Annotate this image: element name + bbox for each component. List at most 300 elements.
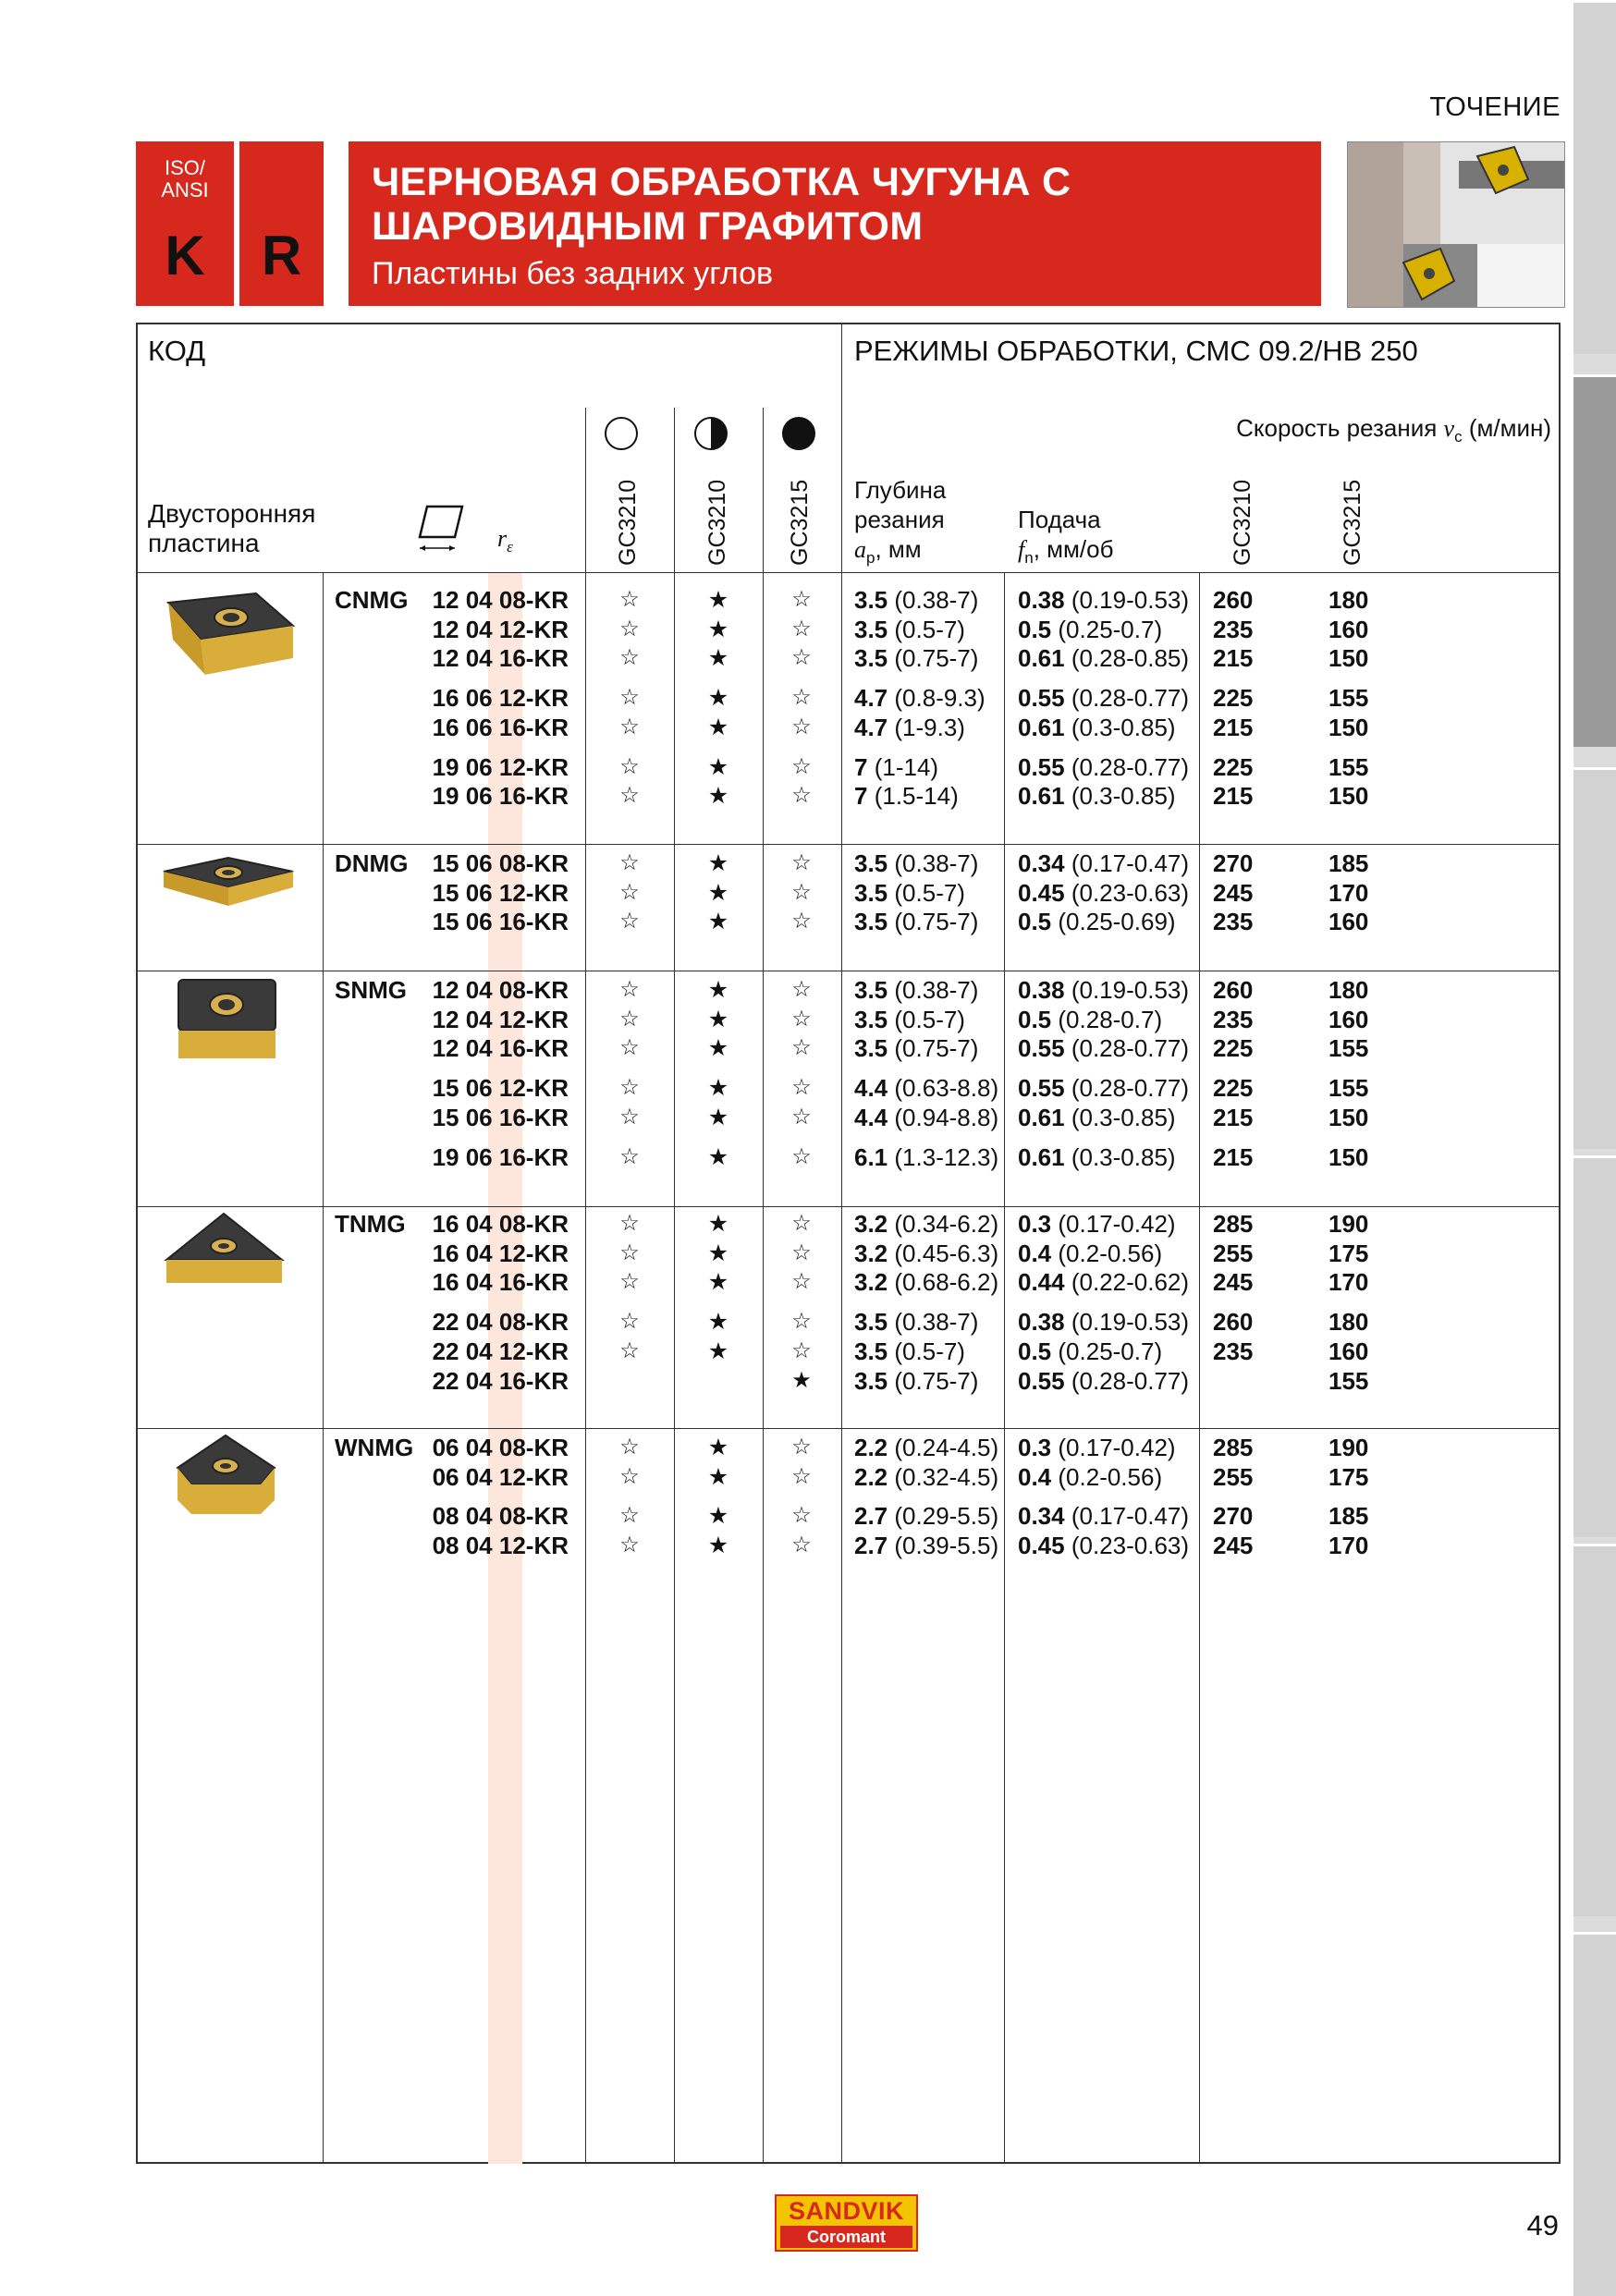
depth-value: 3.5 [854,644,888,673]
grade-mark-3: ☆ [791,645,812,671]
depth-value: 3.2 [854,1268,888,1297]
grade-half-circle-icon [694,417,728,450]
insert-designation [433,1239,569,1268]
depth-value: 3.5 [854,615,888,643]
corner-radius: 12 [498,1462,526,1491]
page-title-line-2: ШАРОВИДНЫМ ГРАФИТОМ [372,204,924,249]
depth-of-cut [854,713,965,742]
grade-mark-2: ★ [707,685,729,712]
chipbreaker: -KR [525,1308,569,1337]
depth-value: 3.5 [854,1308,888,1337]
depth-value: 2.7 [854,1502,888,1531]
radius-symbol-sub: ε [507,538,513,556]
feed-value: 0.4 [1018,1239,1052,1267]
insert-type-line-2: пластина [148,529,260,557]
depth-range: (0.29-5.5) [894,1502,999,1531]
cutting-speed-1: 245 [1213,1268,1254,1297]
feed-value: 0.38 [1018,976,1065,1004]
cutting-speed-2: 150 [1328,1142,1369,1171]
insert-size: 19 06 [432,752,499,781]
feed-range: (0.28-0.77) [1071,1074,1190,1103]
chipbreaker: -KR [525,1239,569,1267]
depth-header-line-3 [854,534,946,573]
corner-radius: 16 [498,1142,526,1171]
corner-radius: 08 [498,1502,526,1531]
chipbreaker: -KR [525,976,569,1004]
sandvik-coromant-logo [775,2194,918,2252]
corner-radius: 12 [498,1074,526,1103]
cutting-speed-1: 285 [1213,1210,1254,1238]
insert-family: WNMG [335,1434,414,1461]
corner-radius: 12 [498,1532,526,1560]
depth-value: 4.7 [854,713,888,741]
chipbreaker: -KR [525,713,569,741]
feed-range: (0.17-0.47) [1071,1502,1190,1531]
grade-mark-2: ★ [707,1533,729,1559]
table-row [0,781,1572,811]
grade-mark-3: ☆ [791,909,812,934]
table-row [0,1142,1572,1172]
cutting-speed-1: 215 [1213,1103,1254,1131]
cutting-speed-1: 255 [1213,1462,1254,1491]
depth-value: 3.5 [854,586,888,614]
radius-symbol [497,525,513,556]
feed-range: (0.28-0.77) [1071,1366,1190,1395]
table-row [0,1103,1572,1132]
cutting-speed-2: 185 [1328,1502,1369,1531]
cutting-speed-2: 155 [1328,1366,1369,1395]
depth-of-cut [854,1337,965,1366]
insert-size: 16 04 [432,1239,499,1267]
feed-symbol-sub: n [1024,549,1034,568]
cutting-speed-1: 215 [1213,1142,1254,1171]
insert-size: 15 06 [432,1074,499,1103]
depth-of-cut [854,1005,965,1034]
grade-mark-3: ☆ [791,1533,812,1558]
feed [1018,1531,1189,1560]
cutting-speed-2: 160 [1328,1005,1369,1033]
cutting-speed-1: 235 [1213,615,1254,643]
depth-of-cut [854,615,965,644]
insert-size: 12 04 [432,644,499,673]
insert-designation [433,1531,569,1560]
iso-classification-box [136,141,234,306]
grade-mark-3: ☆ [791,753,812,779]
feed [1018,849,1189,878]
insert-designation [433,1433,569,1462]
feed-value: 0.55 [1018,684,1065,713]
insert-size: 06 04 [432,1434,499,1461]
depth-range: (0.94-8.8) [894,1103,999,1131]
feed-range: (0.28-0.77) [1071,684,1190,713]
table-row [0,907,1572,936]
grade-mark-1: ☆ [619,1337,640,1363]
cutting-speed-2: 175 [1328,1239,1369,1267]
grade-mark-3: ☆ [791,1035,812,1061]
feed-range: (0.2-0.56) [1058,1239,1163,1267]
feed [1018,1005,1162,1034]
grade-mark-2: ★ [707,1104,729,1130]
grade-mark-3: ☆ [791,1006,812,1032]
feed-value: 0.61 [1018,713,1065,741]
chipbreaker: -KR [525,1532,569,1560]
table-row [0,1005,1572,1034]
depth-of-cut [854,1267,998,1297]
corner-radius: 12 [498,684,526,713]
insert-size: 19 06 [432,1142,499,1171]
group-rule [136,1206,1561,1207]
corner-radius: 16 [498,782,526,811]
chipbreaker: -KR [525,684,569,713]
depth-of-cut [854,1209,998,1239]
depth-of-cut [854,1142,998,1172]
insert-size: 15 06 [432,908,499,936]
feed-value: 0.55 [1018,752,1065,781]
feed [1018,1073,1189,1103]
chipbreaker: -KR [525,908,569,936]
chipbreaker: -KR [525,1502,569,1531]
corner-radius: 12 [498,1239,526,1267]
depth-range: (0.5-7) [894,615,965,643]
insert-designation [433,1267,569,1297]
depth-of-cut [854,1239,998,1268]
depth-range: (0.45-6.3) [894,1239,999,1267]
table-row [0,1267,1572,1297]
grade-mark-1: ☆ [619,1435,640,1459]
cutting-speed-1: 245 [1213,1532,1254,1560]
insert-size: 12 04 [432,1034,499,1063]
grade-mark-3: ☆ [791,1075,812,1101]
table-row [0,1462,1572,1492]
cutting-speed-2: 170 [1328,1268,1369,1297]
grade-mark-3: ☆ [791,1211,812,1236]
insert-family: DNMG [335,849,409,877]
feed-value: 0.3 [1018,1210,1052,1238]
logo-brand: SANDVIK [788,2197,904,2225]
depth-of-cut [854,643,978,673]
radius-symbol-letter: r [497,525,508,552]
grade-mark-1: ☆ [619,879,640,905]
feed [1018,643,1189,673]
cutting-speed-2: 175 [1328,1462,1369,1491]
feed-range: (0.23-0.63) [1071,1532,1190,1560]
feed-value: 0.34 [1018,849,1065,877]
side-tab-active[interactable] [1573,374,1616,747]
grade-mark-2: ★ [707,1337,729,1364]
side-tab[interactable] [1573,0,1616,354]
cutting-speed-1: 215 [1213,644,1254,673]
cutting-speed-1: 260 [1213,976,1254,1004]
depth-of-cut [854,1307,978,1337]
header-bottom-rule [136,572,1561,573]
feed-range: (0.3-0.85) [1071,1103,1176,1131]
feed [1018,1307,1189,1337]
depth-range: (0.38-7) [894,849,979,877]
grade-mark-2: ★ [707,879,729,906]
corner-radius: 08 [498,1434,526,1461]
table-row [0,1307,1572,1337]
grade-label-1: GC3210 [615,479,641,566]
insert-size: 22 04 [432,1308,499,1337]
grade-mark-3: ☆ [791,1337,812,1363]
corner-radius: 16 [498,1366,526,1395]
feed [1018,1366,1189,1396]
insert-designation [433,1337,569,1366]
depth-value: 2.2 [854,1462,888,1491]
grade-mark-3: ☆ [791,879,812,905]
depth-value: 3.2 [854,1210,888,1238]
chipbreaker: -KR [525,615,569,643]
cutting-speed-1: 260 [1213,1308,1254,1337]
grade-mark-2: ★ [707,1211,729,1237]
grade-mark-2: ★ [707,1435,729,1460]
grade-mark-1: ☆ [619,714,640,739]
corner-radius: 08 [498,1308,526,1337]
insert-size: 22 04 [432,1337,499,1365]
depth-value: 3.5 [854,1337,888,1365]
feed [1018,1433,1176,1462]
insert-designation [433,907,569,936]
insert-designation [433,1307,569,1337]
table-row [0,1337,1572,1366]
table-row [0,849,1572,878]
cutting-speed-sub: c [1454,428,1463,446]
insert-size: 15 06 [432,1103,499,1131]
chipbreaker: -KR [525,878,569,907]
feed-value: 0.61 [1018,1103,1065,1131]
table-row [0,643,1572,673]
depth-of-cut [854,975,978,1005]
cutting-speed-2: 170 [1328,878,1369,907]
depth-range: (0.75-7) [894,1366,979,1395]
feed [1018,713,1176,742]
grade-mark-1: ☆ [619,1269,640,1295]
chipbreaker: -KR [525,1462,569,1491]
depth-range: (0.32-4.5) [894,1462,999,1491]
grade-mark-2: ★ [707,850,729,876]
grade-mark-1: ☆ [619,1143,640,1169]
grade-mark-3: ☆ [791,1463,812,1489]
feed-value: 0.55 [1018,1074,1065,1103]
depth-of-cut [854,1073,998,1103]
chipbreaker: -KR [525,1142,569,1171]
feed-value: 0.5 [1018,1005,1052,1033]
grade-mark-3: ☆ [791,1240,812,1265]
grade-mark-2: ★ [707,909,729,935]
cutting-speed-1: 245 [1213,878,1254,907]
depth-of-cut [854,1433,998,1462]
chipbreaker: -KR [525,849,569,877]
grade-mark-1: ☆ [619,685,640,711]
insert-size: 12 04 [432,615,499,643]
feed-range: (0.25-0.69) [1058,908,1176,936]
depth-value: 3.5 [854,1034,888,1063]
corner-radius: 08 [498,586,526,614]
corner-radius: 16 [498,1034,526,1063]
insert-type-line-1: Двусторонняя [148,499,316,528]
iso-material-letter: K [165,225,205,287]
ansi-label: ANSI [161,178,209,202]
grade-mark-1: ☆ [619,1533,640,1558]
grade-mark-1: ☆ [619,1240,640,1265]
chipbreaker: -KR [525,1210,569,1238]
cutting-speed-2: 185 [1328,849,1369,877]
corner-radius: 16 [498,713,526,741]
insert-designation [433,1005,569,1034]
grade-mark-2: ★ [707,1309,729,1336]
grade-mark-2: ★ [707,1075,729,1102]
cutting-speed-unit: (м/мин) [1468,414,1551,442]
cutting-speed-1: 255 [1213,1239,1254,1267]
cutting-speed-2: 150 [1328,644,1369,673]
grade-mark-2: ★ [707,1503,729,1530]
depth-range: (0.75-7) [894,1034,979,1063]
depth-value: 3.2 [854,1239,888,1267]
side-tab-strip [1573,0,1616,2293]
chipbreaker: -KR [525,1074,569,1103]
grade-mark-3: ☆ [791,1503,812,1529]
feed-range: (0.28-0.77) [1071,1034,1190,1063]
chipbreaker: -KR [525,1268,569,1297]
side-tab[interactable] [1573,1155,1616,1537]
feed-range: (0.28-0.85) [1071,644,1190,673]
depth-range: (1.5-14) [874,782,959,811]
cutting-speed-2: 180 [1328,1308,1369,1337]
corner-radius: 16 [498,1103,526,1131]
depth-of-cut [854,907,978,936]
feed-header-line-1: Подача [1018,506,1101,533]
grade-mark-2: ★ [707,977,729,1003]
corner-radius: 12 [498,878,526,907]
depth-range: (0.5-7) [894,1005,965,1033]
cutting-speed-1: 225 [1213,1034,1254,1063]
corner-radius: 12 [498,752,526,781]
grade-mark-1: ☆ [619,1503,640,1529]
depth-of-cut [854,1366,978,1396]
feed-value: 0.4 [1018,1462,1052,1491]
feed-value: 0.45 [1018,878,1065,907]
feed [1018,752,1189,782]
grade-mark-2: ★ [707,587,729,613]
speed-grade-label-2: GC3215 [1340,479,1365,566]
feed-header [1018,505,1113,573]
feed-value: 0.45 [1018,1532,1065,1560]
corner-radius: 12 [498,615,526,643]
depth-range: (0.5-7) [894,1337,965,1365]
depth-value: 3.5 [854,878,888,907]
grade-mark-2: ★ [707,753,729,780]
feed-value: 0.38 [1018,586,1065,614]
depth-value: 2.7 [854,1532,888,1560]
feed-value: 0.55 [1018,1034,1065,1063]
group-rule [136,844,1561,845]
insert-size: 19 06 [432,782,499,811]
feed [1018,585,1189,615]
cutting-speed-2: 155 [1328,1034,1369,1063]
page-title-line-1: ЧЕРНОВАЯ ОБРАБОТКА ЧУГУНА С [372,160,1071,204]
insert-designation [433,1366,569,1396]
corner-radius: 08 [498,1210,526,1238]
cutting-speed-2: 160 [1328,1337,1369,1365]
cutting-speed-1: 225 [1213,1074,1254,1103]
cutting-speed-1: 235 [1213,1337,1254,1365]
feed-range: (0.3-0.85) [1071,713,1176,741]
insert-thickness-icon [416,502,467,562]
chipbreaker: -KR [525,1434,569,1461]
insert-designation [433,683,569,713]
grade-mark-1: ☆ [619,850,640,875]
depth-range: (0.39-5.5) [894,1532,999,1560]
chipbreaker: -KR [525,1103,569,1131]
cutting-speed-1: 215 [1213,782,1254,811]
insert-designation [433,975,569,1005]
code-header: КОД [148,335,206,367]
grade-mark-2: ★ [707,1006,729,1032]
cutting-speed-2: 160 [1328,908,1369,936]
insert-designation [433,878,569,908]
cutting-speed-2: 190 [1328,1210,1369,1238]
insert-designation [433,585,569,615]
insert-designation [433,1103,569,1132]
table-row [0,752,1572,782]
depth-of-cut [854,585,978,615]
cutting-speed-2: 150 [1328,1103,1369,1131]
insert-family: TNMG [335,1210,406,1238]
feed [1018,1209,1176,1239]
cutting-speed-2: 180 [1328,976,1369,1004]
grade-mark-1: ☆ [619,1035,640,1061]
corner-radius: 08 [498,976,526,1004]
grade-mark-3: ☆ [791,714,812,739]
cutting-speed-2: 150 [1328,782,1369,811]
feed [1018,615,1162,644]
cutting-speed-1: 225 [1213,752,1254,781]
insert-size: 16 06 [432,684,499,713]
cutting-speed-2: 155 [1328,684,1369,713]
cutting-speed-1: 270 [1213,1502,1254,1531]
side-tab[interactable] [1573,767,1616,1149]
depth-of-cut [854,781,959,811]
cutting-speed-1: 235 [1213,1005,1254,1033]
chipbreaker: -KR [525,1337,569,1365]
depth-value: 4.7 [854,684,888,713]
logo-sub-brand: Coromant [780,2226,912,2248]
feed-range: (0.3-0.85) [1071,782,1176,811]
grade-mark-3: ☆ [791,977,812,1002]
table-row [0,1239,1572,1268]
depth-of-cut [854,1103,998,1132]
table-row [0,585,1572,615]
operation-box [239,141,324,306]
insert-size: 16 04 [432,1268,499,1297]
insert-size: 22 04 [432,1366,499,1395]
feed-value: 0.5 [1018,908,1052,936]
table-row [0,878,1572,908]
depth-of-cut [854,1501,998,1531]
cutting-speed-1: 235 [1213,908,1254,936]
depth-unit: , мм [875,535,922,563]
feed [1018,1462,1162,1492]
depth-value: 2.2 [854,1434,888,1461]
side-tab[interactable] [1573,1932,1616,2296]
feed [1018,975,1189,1005]
feed-range: (0.25-0.7) [1058,1337,1163,1365]
grade-mark-2: ★ [707,714,729,740]
depth-value: 3.5 [854,976,888,1004]
grade-mark-1: ☆ [619,587,640,612]
grade-mark-1: ☆ [619,909,640,934]
side-tab[interactable] [1573,1544,1616,1916]
